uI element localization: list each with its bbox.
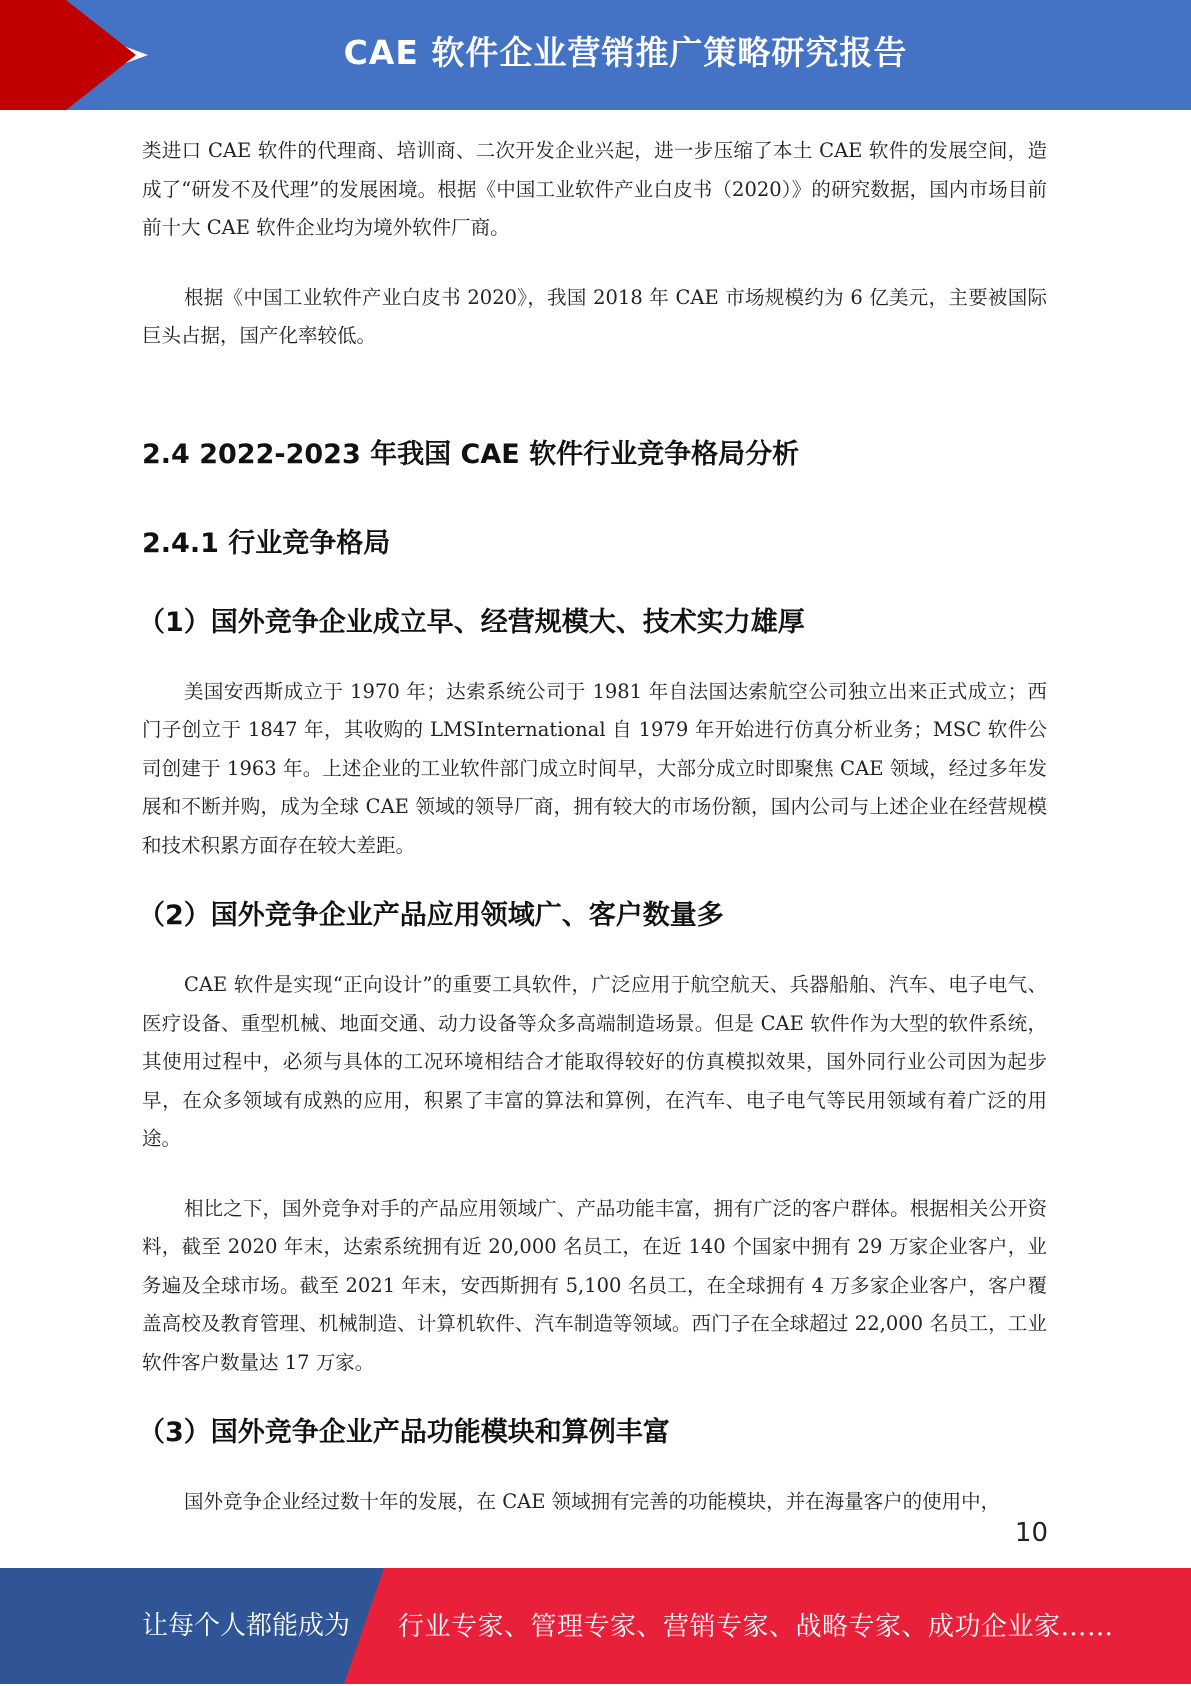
header-title: CAE 软件企业营销推广策略研究报告 (343, 33, 908, 72)
section-heading-2-4-1: 2.4.1 行业竞争格局 (142, 527, 391, 559)
page-header (0, 0, 1191, 110)
paragraph-6: 国外竞争企业经过数十年的发展，在 CAE 领域拥有完善的功能模块，并在海量客户的使用中， (184, 1490, 1001, 1513)
page-number: 10 (1014, 1518, 1048, 1548)
paragraph-4: CAE 软件是实现“正向设计”的重要工具软件，广泛应用于航空航天、兵器船舶、汽车、电子电气、医疗设备、重型机械、地面交通、动力设备等众多高端制造场景。但是 CAE 软件作为大型的软件系统，其使用过程中，必须与具体的工况环境相结合才能取得较好的仿真模拟效果，国外同行业公司因为起步早，在众多领域有成熟的应用，积累了丰富的算法和算例，在汽车、电子电气等民用领域有着广泛的用途。 (142, 973, 1047, 1150)
section-heading-2-4: 2.4 2022-2023 年我国 CAE 软件行业竞争格局分析 (142, 438, 800, 470)
paragraph-1: 类进口 CAE 软件的代理商、培训商、二次开发企业兴起，进一步压缩了本土 CAE 软件的发展空间，造成了“研发不及代理”的发展困境。根据《中国工业软件产业白皮书（2020）》的研究数据，国内市场目前前十大 CAE 软件企业均为境外软件厂商。 (142, 139, 1047, 239)
subsection-heading-1: （1）国外竞争企业成立早、经营规模大、技术实力雄厚 (138, 606, 805, 638)
page-footer (0, 1568, 1191, 1684)
page-content (138, 132, 1047, 1522)
subsection-heading-3: （3）国外竞争企业产品功能模块和算例丰富 (138, 1417, 670, 1448)
paragraph-3: 美国安西斯成立于 1970 年；达索系统公司于 1981 年自法国达索航空公司独立出来正式成立；西门子创立于 1847 年，其收购的 LMSInternational 自 1979 年开始进行仿真分析业务；MSC 软件公司创建于 1963 年。上述企业的工业软件部门成立时间早，大部分成立时即聚焦 CAE 领域，经过多年发展和不断并购，成为全球 CAE 领域的领导厂商，拥有较大的市场份额，国内公司与上述企业在经营规模和技术积累方面存在较大差距。 (142, 679, 1047, 857)
subsection-heading-2: （2）国外竞争企业产品应用领域广、客户数量多 (138, 900, 724, 931)
paragraph-5: 相比之下，国外竞争对手的产品应用领域广、产品功能丰富，拥有广泛的客户群体。根据相关公开资料，截至 2020 年末，达索系统拥有近 20,000 名员工，在近 140 个国家中拥有 29 万家企业客户，业务遍及全球市场。截至 2021 年末，安西斯拥有 5,100 名员工，在全球拥有 4 万多家企业客户，客户覆盖高校及教育管理、机械制造、计算机软件、汽车制造等领域。西门子在全球超过 22,000 名员工，工业软件客户数量达 17 万家。 (142, 1196, 1047, 1374)
paragraph-2: 根据《中国工业软件产业白皮书 2020》，我国 2018 年 CAE 市场规模约为 6 亿美元，主要被国际巨头占据，国产化率较低。 (142, 285, 1047, 347)
footer-slogan-left: 让每个人都能成为 (142, 1611, 351, 1641)
footer-slogan-right: 行业专家、管理专家、营销专家、战略专家、成功企业家…… (398, 1612, 1114, 1642)
